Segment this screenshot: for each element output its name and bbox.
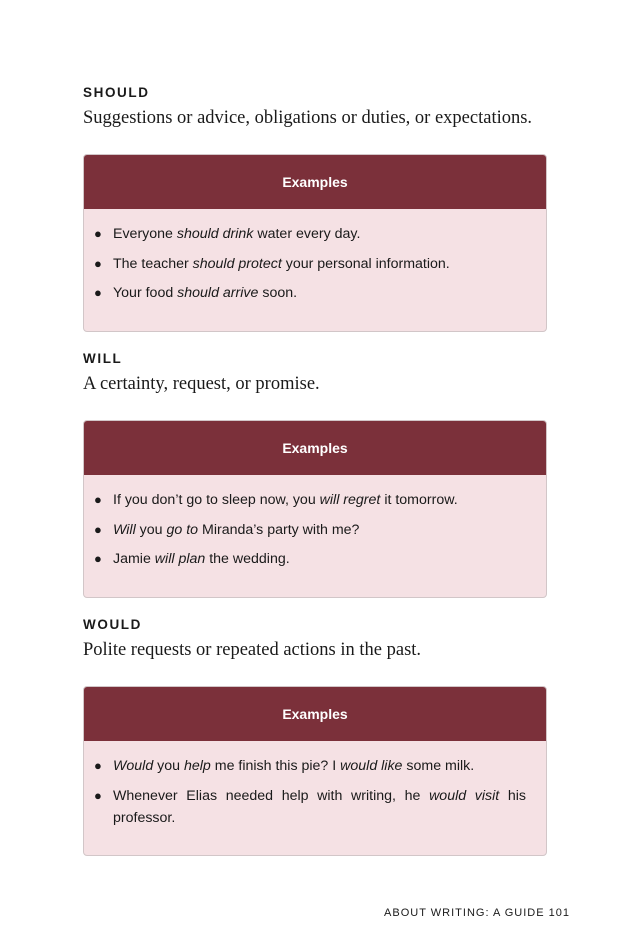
text-run: some milk. bbox=[402, 758, 475, 774]
text-run: The teacher bbox=[113, 255, 193, 272]
section-would bbox=[83, 616, 547, 826]
list-item bbox=[94, 253, 526, 275]
text-run: Everyone bbox=[113, 226, 177, 242]
examples-list bbox=[84, 741, 546, 829]
bullet-icon: ● bbox=[94, 758, 102, 773]
examples-box bbox=[83, 686, 547, 856]
page-footer: ABOUT WRITING: A GUIDE 101 bbox=[384, 907, 570, 919]
text-run: If you don’t go to sleep now, you bbox=[113, 492, 320, 508]
text-run: Miranda’s party with me? bbox=[198, 521, 360, 538]
section-description: Suggestions or advice, obligations or duties, or expectations. bbox=[83, 108, 533, 128]
text-run: Whenever Elias needed help with writing, he bbox=[113, 787, 430, 804]
verb-phrase: would like bbox=[340, 758, 403, 774]
list-item bbox=[94, 282, 526, 304]
section-heading: SHOULD bbox=[83, 85, 150, 100]
bullet-icon: ● bbox=[94, 492, 102, 507]
list-item bbox=[94, 548, 526, 570]
list-item bbox=[94, 519, 526, 541]
examples-list bbox=[84, 475, 546, 570]
bullet-icon: ● bbox=[94, 787, 102, 803]
text-run: Your food bbox=[113, 285, 178, 301]
text-run: the wedding. bbox=[205, 551, 290, 567]
list-item bbox=[94, 489, 526, 511]
section-description: A certainty, request, or promise. bbox=[83, 374, 320, 394]
verb-phrase: help bbox=[183, 758, 211, 774]
text-run: soon. bbox=[258, 285, 298, 301]
list-item bbox=[94, 223, 526, 245]
text-run: Jamie bbox=[113, 551, 155, 567]
section-will bbox=[83, 350, 547, 567]
section-description: Polite requests or repeated actions in the past. bbox=[83, 640, 422, 660]
text-run: me finish this pie? I bbox=[210, 758, 341, 774]
bullet-icon: ● bbox=[94, 226, 102, 241]
bullet-icon: ● bbox=[94, 285, 102, 300]
verb-phrase: will plan bbox=[154, 551, 206, 567]
verb-phrase: Will bbox=[113, 521, 136, 538]
verb-phrase: should arrive bbox=[177, 285, 259, 301]
section-heading: WOULD bbox=[83, 617, 142, 632]
list-item bbox=[94, 755, 526, 777]
text-run: you bbox=[153, 758, 184, 774]
bullet-icon: ● bbox=[94, 551, 102, 566]
examples-box-title: Examples bbox=[84, 421, 546, 475]
verb-phrase: will regret bbox=[319, 492, 381, 508]
section-heading: WILL bbox=[83, 351, 123, 366]
examples-box-title: Examples bbox=[84, 687, 546, 741]
examples-list bbox=[84, 209, 546, 304]
bullet-icon: ● bbox=[94, 521, 102, 537]
section-should bbox=[83, 84, 547, 301]
examples-box bbox=[83, 420, 547, 598]
verb-phrase: should protect bbox=[192, 255, 282, 272]
text-run: your personal information. bbox=[281, 255, 450, 272]
text-run: water every day. bbox=[253, 226, 361, 242]
text-run: it tomorrow. bbox=[380, 492, 458, 508]
examples-box bbox=[83, 154, 547, 332]
verb-phrase: Would bbox=[113, 758, 154, 774]
text-run: you bbox=[135, 521, 167, 538]
examples-box-title: Examples bbox=[84, 155, 546, 209]
bullet-icon: ● bbox=[94, 255, 102, 271]
verb-phrase: go to bbox=[166, 521, 199, 538]
verb-phrase: should drink bbox=[176, 226, 254, 242]
verb-phrase: would visit bbox=[429, 787, 500, 804]
list-item bbox=[94, 785, 527, 829]
text-run: his professor. bbox=[113, 787, 527, 826]
